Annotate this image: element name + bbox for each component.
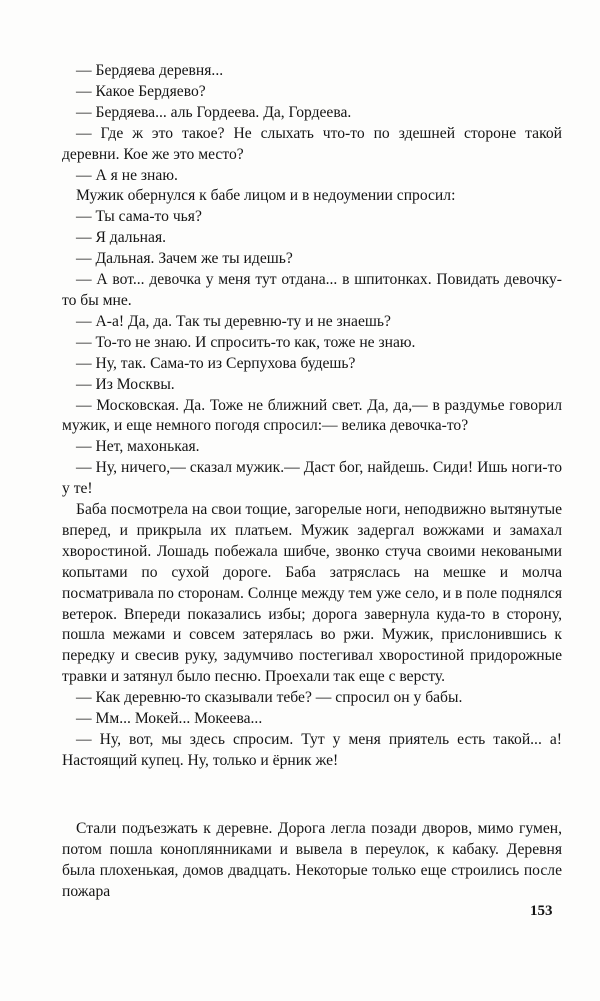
paragraph: — Из Москвы. bbox=[76, 375, 175, 393]
paragraph: — Я дальная. bbox=[76, 229, 167, 247]
paragraph: Стали подъезжать к деревне. Дорога легла позади дворов, мимо гумен, потом пошла коноплянниками и вывела в переулок, к кабаку. Деревня была плохенькая, домов двадцать. Некоторые только еще строились после пожара bbox=[62, 820, 562, 900]
paragraph: — Нет, махонькая. bbox=[76, 438, 200, 456]
paragraph: — Дальная. Зачем же ты идешь? bbox=[76, 250, 293, 268]
paragraph: — Бердяева деревня... bbox=[76, 62, 224, 79]
text-block-main bbox=[62, 61, 562, 772]
paragraph: — Ну, вот, мы здесь спросим. Тут у меня приятель есть такой... а! Настоящий купец. Ну, только и ёрник же! bbox=[62, 731, 562, 769]
paragraph: — Ну, так. Сама-то из Серпухова будешь? bbox=[76, 354, 356, 372]
paragraph: — Ты сама-то чья? bbox=[76, 208, 202, 226]
paragraph: — Ну, ничего,— сказал мужик.— Даст бог, найдешь. Сиди! Ишь ноги-то у те! bbox=[62, 459, 562, 498]
paragraph: — Московская. Да. Тоже не ближний свет. Да, да,— в раздумье говорил мужик, и еще немного погодя спросил:— велика девочка-то? bbox=[62, 396, 562, 435]
paragraph: — А вот... девочка у меня тут отдана... в шпитонках. Повидать девочку-то бы мне. bbox=[62, 271, 562, 309]
paragraph: — Где ж это такое? Не слыхать что-то по здешней стороне такой деревни. Кое же это место? bbox=[62, 124, 562, 163]
paragraph: — Как деревню-то сказывали тебе? — спросил он у бабы. bbox=[76, 689, 463, 707]
paragraph: — То-то не знаю. И спросить-то как, тоже не знаю. bbox=[76, 333, 416, 351]
paragraph: — Мм... Мокей... Мокеева... bbox=[76, 710, 263, 728]
paragraph: — А я не знаю. bbox=[76, 166, 178, 184]
text-block-section bbox=[62, 819, 562, 903]
paragraph: — Какое Бердяево? bbox=[76, 82, 206, 100]
paragraph: Баба посмотрела на свои тощие, загорелые ноги, неподвижно вытянутые вперед, и прикрыла их платьем. Мужик задергал вожжами и замахал хворостиной. Лошадь побежала шибче, звонко стуча своими нековаными копытами по сухой дороге. Баба затряслась на мешке и молча посматривала по сторонам. Солнце между тем уже село, и в поле поднялся ветерок. Впереди показались избы; дорога завернула куда-то в сторону, пошла межами и совсем затерялась во ржи. Мужик, прислонившись к передку и свесив руку, задумчиво постегивал хворостиной придорожные травки и затянул было песню. Проехали так еще с версту. bbox=[62, 501, 562, 686]
paragraph: — Бердяева... аль Гордеева. Да, Гордеева. bbox=[76, 103, 352, 121]
page-number: 153 bbox=[530, 903, 553, 919]
paragraph: — А-а! Да, да. Так ты деревню-ту и не знаешь? bbox=[76, 312, 391, 330]
paragraph: Мужик обернулся к бабе лицом и в недоумении спросил: bbox=[76, 187, 456, 205]
